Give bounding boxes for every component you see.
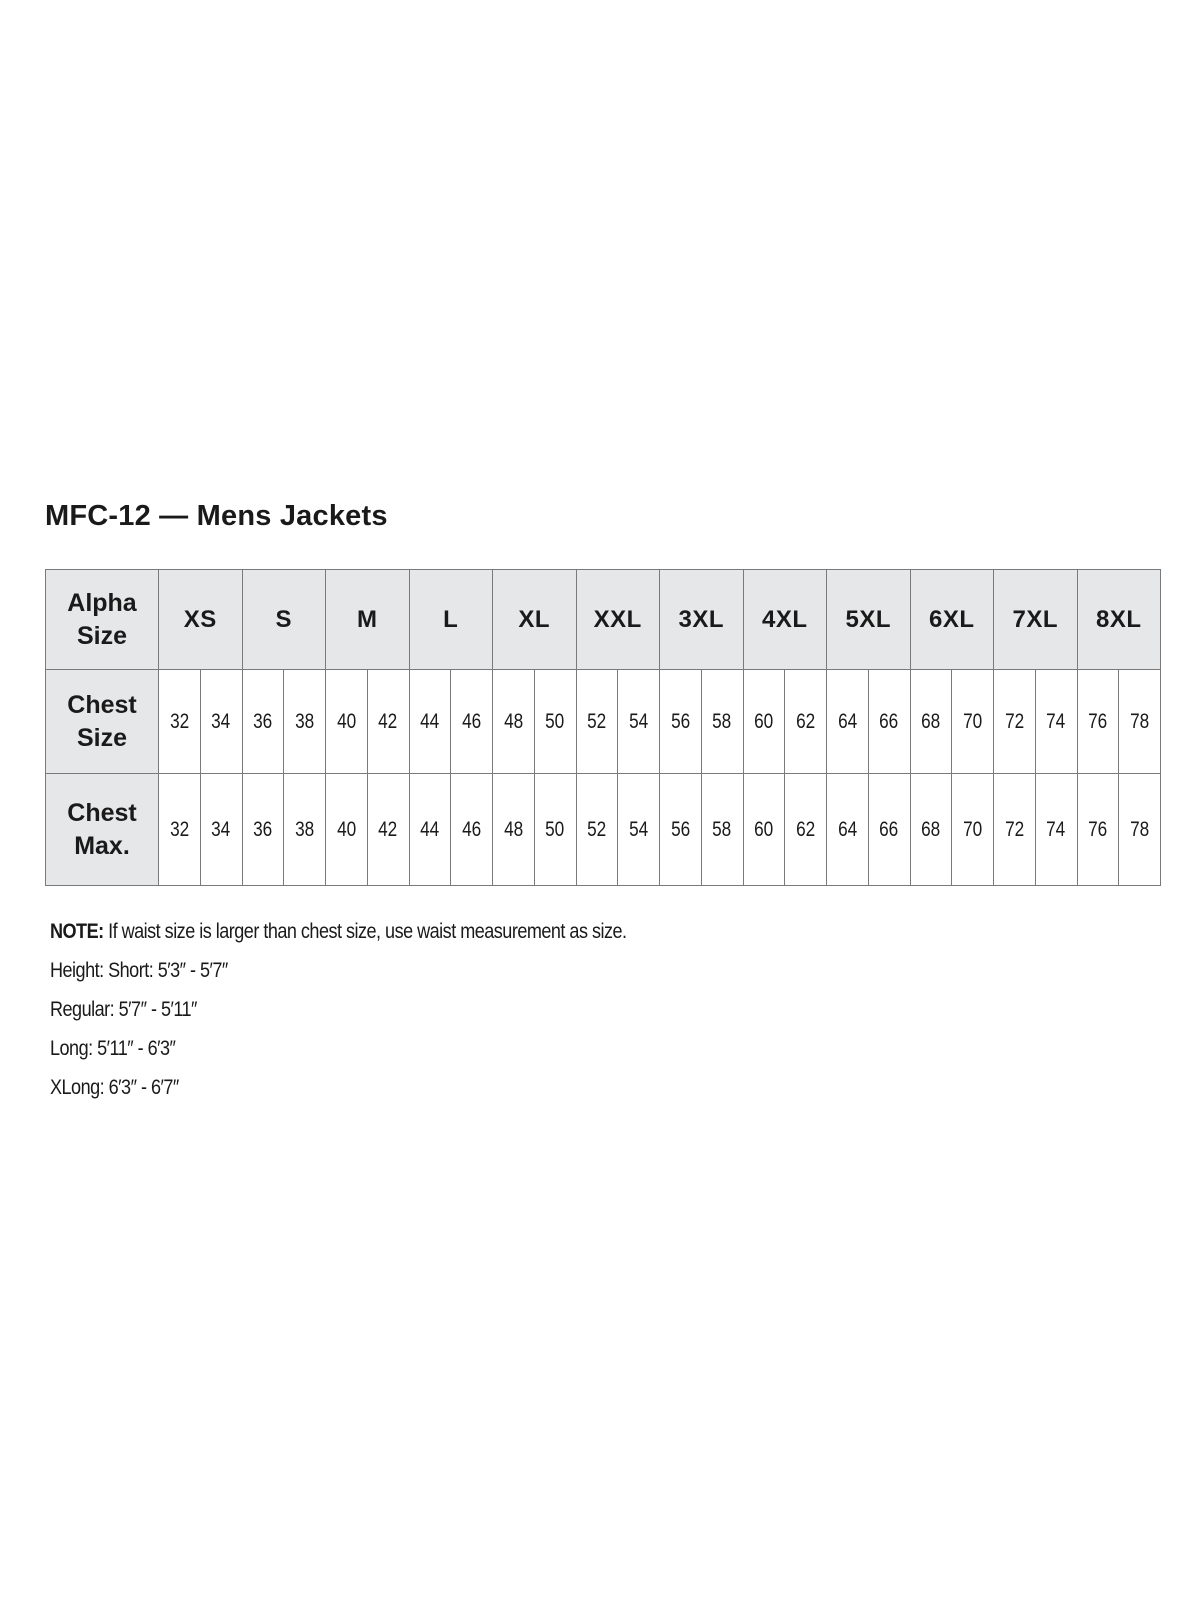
chest-max-cell-value: 64 [837, 817, 857, 841]
chest-size-cell-value: 72 [1004, 709, 1024, 733]
chest-size-cell [242, 670, 284, 774]
chest-size-cell-value: 48 [503, 709, 523, 733]
row-header-line: Max. [74, 831, 130, 860]
chest-max-cell-value: 52 [587, 817, 607, 841]
chest-size-cell [284, 670, 326, 774]
height-short-line: Height: Short: 5′3″ - 5′7″ [50, 959, 228, 982]
chest-max-cell [743, 774, 785, 886]
alpha-size-cell: 4XL [743, 570, 827, 670]
chest-max-cell [868, 774, 910, 886]
chest-size-cell [326, 670, 368, 774]
chest-max-cell-value: 66 [879, 817, 899, 841]
chest-max-cell-value: 50 [545, 817, 565, 841]
chest-max-cell-value: 78 [1130, 817, 1150, 841]
alpha-size-cell: 8XL [1077, 570, 1161, 670]
chest-size-cell-value: 32 [169, 709, 189, 733]
chest-size-cell [367, 670, 409, 774]
row-header-alpha-size [46, 570, 159, 670]
chest-size-cell [785, 670, 827, 774]
chest-max-cell-value: 56 [670, 817, 690, 841]
alpha-size-cell: S [242, 570, 326, 670]
chest-max-cell [534, 774, 576, 886]
chest-size-cell-value: 34 [211, 709, 231, 733]
row-header-line: Size [76, 621, 128, 650]
chest-max-cell [701, 774, 743, 886]
chest-max-cell-value: 38 [295, 817, 315, 841]
alpha-size-cell: XXL [576, 570, 660, 670]
table-row-chest-max [46, 774, 1161, 886]
chest-size-cell-value: 40 [336, 709, 356, 733]
note-line [50, 912, 627, 951]
chest-max-cell [1119, 774, 1161, 886]
size-chart-table [45, 569, 1161, 886]
chest-size-cell-value: 70 [963, 709, 983, 733]
chest-max-cell [1077, 774, 1119, 886]
alpha-size-cell: XL [493, 570, 577, 670]
chest-size-cell-value: 68 [921, 709, 941, 733]
chest-max-cell [451, 774, 493, 886]
chest-max-cell-value: 76 [1088, 817, 1108, 841]
height-xlong-line: XLong: 6′3″ - 6′7″ [50, 1076, 179, 1099]
chest-size-cell-value: 38 [295, 709, 315, 733]
chest-size-cell [576, 670, 618, 774]
row-header-chest-size [46, 670, 159, 774]
page-title: MFC-12 — Mens Jackets [45, 500, 388, 532]
chest-size-cell-value: 54 [629, 709, 649, 733]
chest-max-cell-value: 62 [796, 817, 816, 841]
chest-size-cell [1119, 670, 1161, 774]
chest-max-cell-value: 42 [378, 817, 398, 841]
chest-size-cell-value: 52 [587, 709, 607, 733]
chest-max-cell-value: 58 [712, 817, 732, 841]
chest-max-cell [994, 774, 1036, 886]
table-row-alpha-size [46, 570, 1161, 670]
notes-block [50, 912, 627, 1107]
row-header-line: Chest [67, 798, 137, 827]
height-long-line: Long: 5′11″ - 6′3″ [50, 1037, 176, 1060]
chest-size-cell-value: 76 [1088, 709, 1108, 733]
chest-max-cell [200, 774, 242, 886]
alpha-size-cell: L [409, 570, 493, 670]
chest-max-cell [660, 774, 702, 886]
alpha-size-cell: M [326, 570, 410, 670]
chest-size-cell-value: 44 [420, 709, 440, 733]
table-row-chest-size [46, 670, 1161, 774]
chest-max-cell [827, 774, 869, 886]
chest-size-cell [994, 670, 1036, 774]
chest-size-cell-value: 50 [545, 709, 565, 733]
chest-max-cell [159, 774, 201, 886]
chest-max-cell-value: 32 [169, 817, 189, 841]
chest-size-cell [451, 670, 493, 774]
alpha-size-cell: 5XL [827, 570, 911, 670]
chest-size-cell [200, 670, 242, 774]
chest-size-cell [159, 670, 201, 774]
chest-max-cell-value: 34 [211, 817, 231, 841]
chest-max-cell [409, 774, 451, 886]
chest-max-cell [242, 774, 284, 886]
chest-size-cell [660, 670, 702, 774]
chest-size-cell [409, 670, 451, 774]
chest-size-cell [534, 670, 576, 774]
chest-max-cell [1035, 774, 1077, 886]
chest-size-cell [910, 670, 952, 774]
alpha-size-cell: XS [159, 570, 243, 670]
row-header-chest-max [46, 774, 159, 886]
chest-max-cell-value: 60 [754, 817, 774, 841]
chest-size-cell [1035, 670, 1077, 774]
chest-size-cell-value: 46 [462, 709, 482, 733]
chest-max-cell-value: 40 [336, 817, 356, 841]
chest-size-cell [868, 670, 910, 774]
chest-max-cell [910, 774, 952, 886]
chest-max-cell-value: 68 [921, 817, 941, 841]
chest-size-cell-value: 60 [754, 709, 774, 733]
chest-size-cell [827, 670, 869, 774]
chest-max-cell-value: 70 [963, 817, 983, 841]
height-regular-line: Regular: 5′7″ - 5′11″ [50, 998, 197, 1021]
note-label: NOTE: [50, 920, 104, 943]
chest-max-cell-value: 54 [629, 817, 649, 841]
chest-max-cell [618, 774, 660, 886]
chest-size-cell [1077, 670, 1119, 774]
alpha-size-cell: 7XL [994, 570, 1078, 670]
chest-size-cell-value: 56 [670, 709, 690, 733]
chest-size-cell-value: 58 [712, 709, 732, 733]
chest-size-cell [952, 670, 994, 774]
chest-size-cell [743, 670, 785, 774]
row-header-line: Size [76, 723, 128, 752]
chest-size-cell-value: 42 [378, 709, 398, 733]
chest-size-cell-value: 78 [1130, 709, 1150, 733]
chest-max-cell-value: 46 [462, 817, 482, 841]
chest-size-cell [701, 670, 743, 774]
chest-max-cell [576, 774, 618, 886]
chest-max-cell-value: 36 [253, 817, 273, 841]
chest-size-cell-value: 66 [879, 709, 899, 733]
alpha-size-cell: 3XL [660, 570, 744, 670]
chest-max-cell-value: 44 [420, 817, 440, 841]
row-header-line: Alpha [67, 588, 137, 617]
chest-max-cell [284, 774, 326, 886]
chest-size-cell-value: 62 [796, 709, 816, 733]
chest-size-cell-value: 36 [253, 709, 273, 733]
alpha-size-cell: 6XL [910, 570, 994, 670]
chest-max-cell [367, 774, 409, 886]
chest-size-cell [493, 670, 535, 774]
chest-max-cell [326, 774, 368, 886]
note-text: If waist size is larger than chest size, use waist measurement as size. [103, 920, 627, 943]
chest-max-cell-value: 74 [1046, 817, 1066, 841]
row-header-line: Chest [67, 690, 137, 719]
chest-max-cell [952, 774, 994, 886]
chest-max-cell-value: 48 [503, 817, 523, 841]
chest-size-cell-value: 64 [837, 709, 857, 733]
chest-max-cell [785, 774, 827, 886]
chest-size-cell [618, 670, 660, 774]
chest-max-cell [493, 774, 535, 886]
chest-max-cell-value: 72 [1004, 817, 1024, 841]
chest-size-cell-value: 74 [1046, 709, 1066, 733]
